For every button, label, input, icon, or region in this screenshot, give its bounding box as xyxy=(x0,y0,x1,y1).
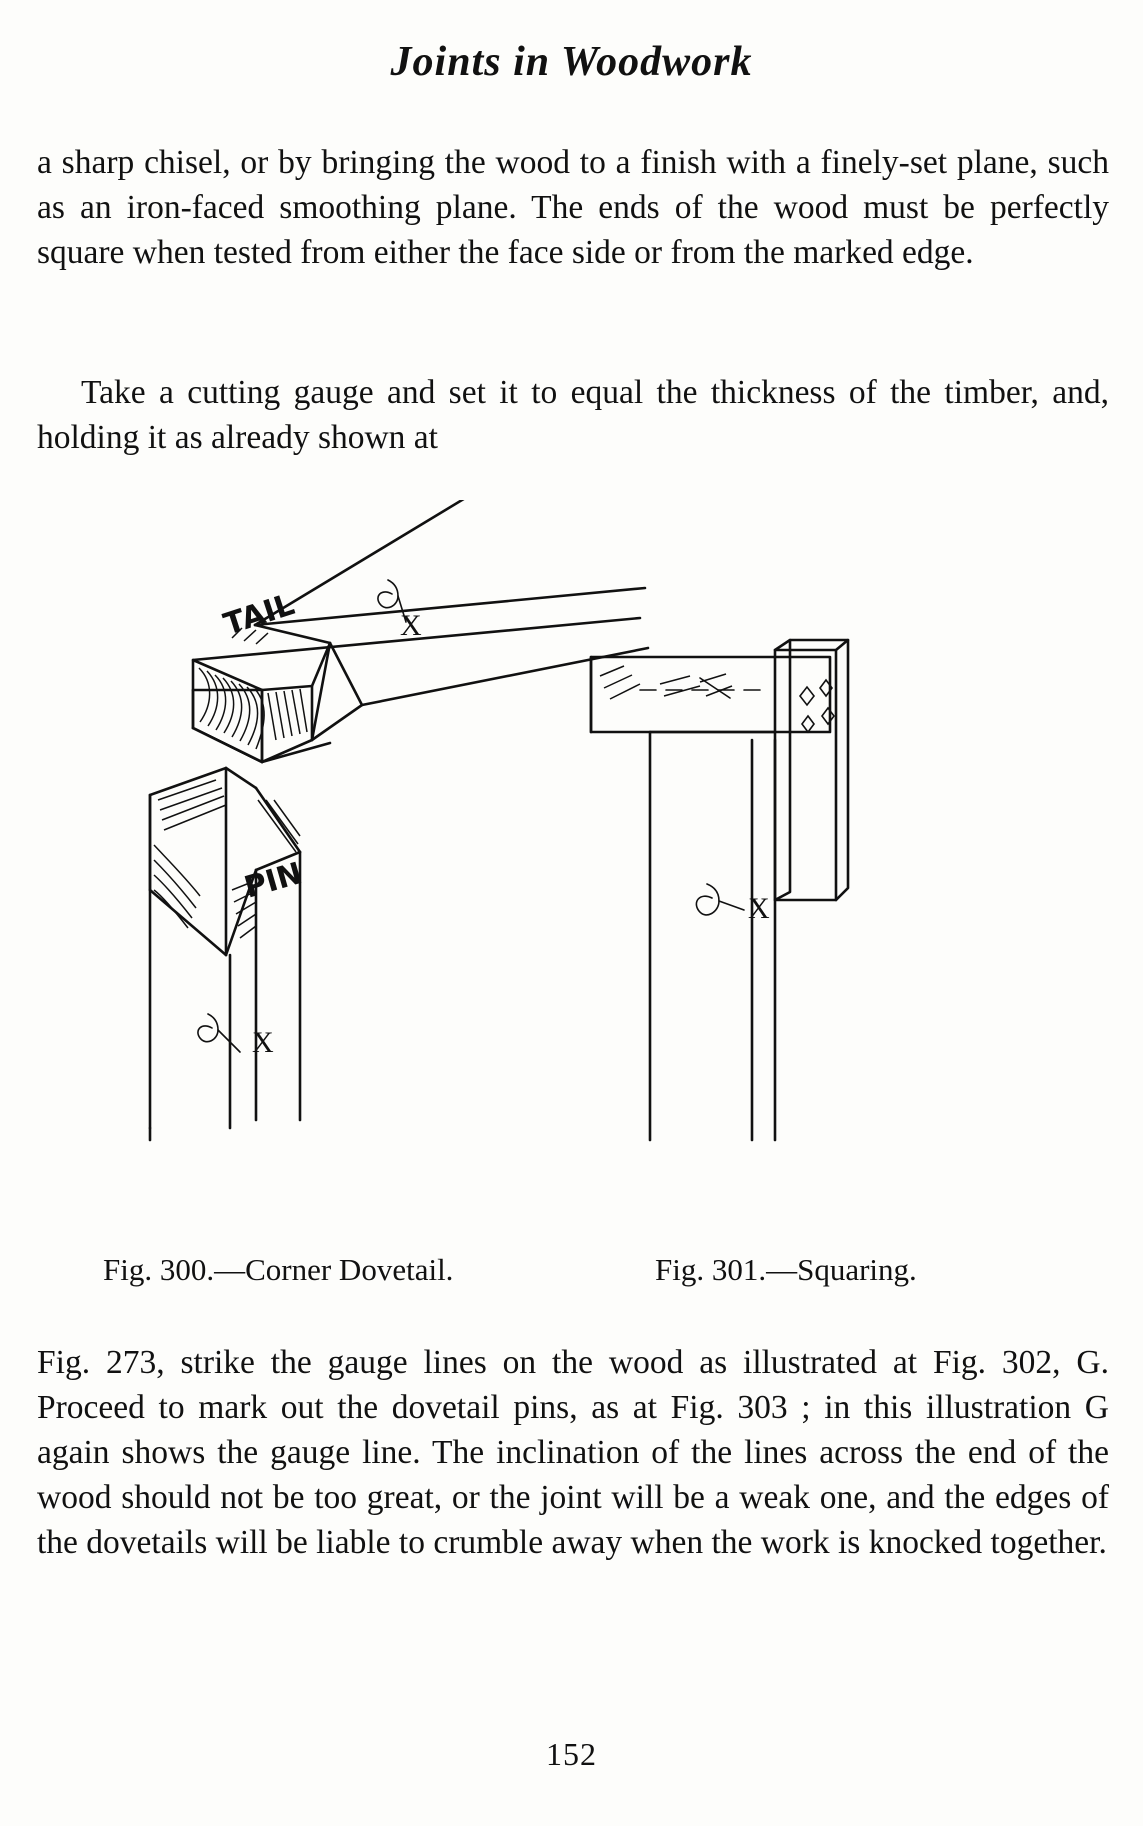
paragraph-1: a sharp chisel, or by bringing the wood to a finish with a finely-set plane, such as an iron-faced smoothing plane. The ends of the wood must be perfectly square when tested from either the face side or from the marked edge. xyxy=(37,144,1109,271)
fig301-x-label: X xyxy=(748,892,770,925)
paragraph-2: Take a cutting gauge and set it to equal the thickness of the timber, and, holding it as already shown at xyxy=(37,374,1109,456)
page-number: 152 xyxy=(546,1736,597,1772)
fig300-pin-gauge-mark xyxy=(198,1014,240,1052)
fig300-tail-board xyxy=(193,500,648,762)
caption-fig-301: Fig. 301.—Squaring. xyxy=(655,1252,917,1287)
figure-illustrations xyxy=(0,500,1143,1290)
woodwork-diagrams-svg xyxy=(0,500,1143,1290)
fig300-tail-label: TAIL xyxy=(219,587,299,643)
fig300-tail-x-label: X xyxy=(400,609,422,642)
fig300-pin-board xyxy=(150,768,306,1140)
fig300-pin-label: PIN xyxy=(240,855,307,906)
fig300-pin-x-label: X xyxy=(252,1026,274,1059)
figure-captions xyxy=(0,1252,1143,1292)
paragraph-3: Fig. 273, strike the gauge lines on the wood as illustrated at Fig. 302, G. Proceed to mark out the dovetail pins, as at Fig. 303 ; in this illustration G again shows the gauge line. The inclination of the lines across the end of the wood should not be too great, or the joint will be a weak one, and the edges of the dovetails will be liable to crumble away when the work is knocked together. xyxy=(37,1344,1109,1561)
page-running-head: Joints in Woodwork xyxy=(390,39,753,85)
caption-fig-300: Fig. 300.—Corner Dovetail. xyxy=(103,1252,454,1287)
fig301-squaring xyxy=(591,640,848,1140)
fig301-gauge-mark xyxy=(696,884,744,915)
